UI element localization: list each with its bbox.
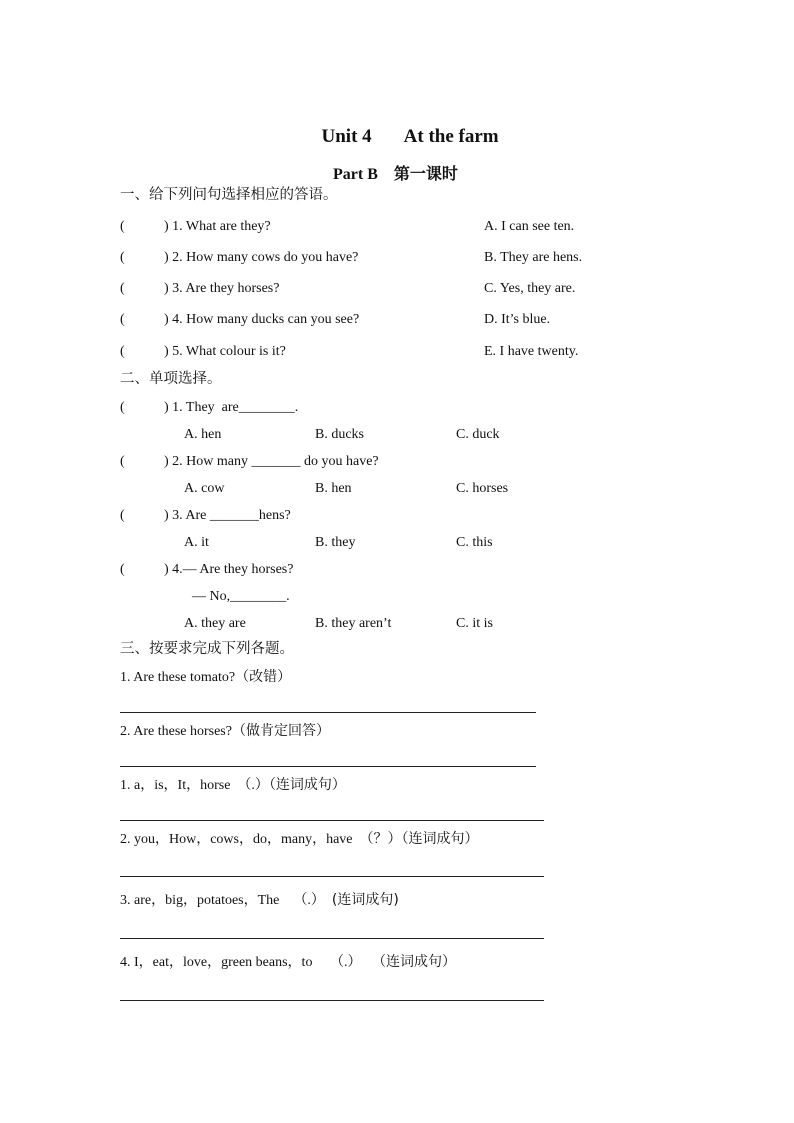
section2-heading: 二、单项选择。 bbox=[120, 371, 222, 387]
choice-option-b: B. they bbox=[315, 535, 356, 550]
task-note: （改错） bbox=[235, 669, 292, 685]
answer-option: A. I can see ten. bbox=[484, 219, 575, 234]
task-note: (连词成句) bbox=[331, 892, 399, 908]
question-text: ) 3. Are they horses? bbox=[164, 281, 280, 296]
answer-line bbox=[120, 1000, 544, 1001]
question-paren: ( bbox=[120, 219, 125, 234]
answer-line bbox=[120, 938, 544, 939]
answer-option: E. I have twenty. bbox=[484, 344, 579, 359]
task-text: 4. I，eat，love，green beans，to （.） bbox=[120, 955, 372, 970]
question-paren: ( bbox=[120, 281, 125, 296]
choice-stem: ) 3. Are _______hens? bbox=[164, 508, 291, 523]
choice-stem: ) 1. They are________. bbox=[164, 400, 299, 415]
question-text: ) 2. How many cows do you have? bbox=[164, 250, 359, 265]
choice-paren: ( bbox=[120, 562, 125, 577]
choice-stem: ) 2. How many _______ do you have? bbox=[164, 454, 379, 469]
answer-line bbox=[120, 876, 544, 877]
answer-line bbox=[120, 766, 536, 767]
question-paren: ( bbox=[120, 250, 125, 265]
choice-option-a: A. they are bbox=[184, 616, 246, 631]
task-prompt bbox=[120, 955, 456, 970]
choice-option-b: B. ducks bbox=[315, 427, 364, 442]
choice-option-c: C. duck bbox=[456, 427, 500, 442]
task-text: 2. you，How，cows，do，many，have （？） bbox=[120, 832, 402, 847]
choice-option-b: B. they aren’t bbox=[315, 616, 392, 631]
answer-option: B. They are hens. bbox=[484, 250, 583, 265]
choice-option-a: A. it bbox=[184, 535, 209, 550]
choice-paren: ( bbox=[120, 454, 125, 469]
choice-option-c: C. it is bbox=[456, 616, 493, 631]
page-title bbox=[312, 108, 499, 146]
task-prompt bbox=[120, 724, 330, 739]
task-text: 3. are，big，potatoes，The （.） bbox=[120, 893, 332, 908]
task-note: （连词成句） bbox=[268, 777, 346, 793]
choice-option-a: A. hen bbox=[184, 427, 222, 442]
question-text: ) 1. What are they? bbox=[164, 219, 271, 234]
answer-option: C. Yes, they are. bbox=[484, 281, 576, 296]
page-subtitle bbox=[325, 150, 458, 183]
task-text: 1. Are these tomato? bbox=[120, 670, 236, 685]
question-text: ) 4. How many ducks can you see? bbox=[164, 312, 360, 327]
choice-option-c: C. this bbox=[456, 535, 493, 550]
task-note: （连词成句） bbox=[401, 831, 479, 847]
unit-number: Unit 4 bbox=[321, 126, 372, 147]
task-prompt bbox=[120, 832, 479, 847]
choice-option-a: A. cow bbox=[184, 481, 225, 496]
unit-name: At the farm bbox=[403, 126, 499, 147]
task-note: （连词成句） bbox=[371, 954, 456, 970]
question-paren: ( bbox=[120, 312, 125, 327]
task-note: （做肯定回答） bbox=[231, 723, 330, 739]
choice-stem-response: — No,________. bbox=[192, 589, 290, 604]
lesson-label: 第一课时 bbox=[393, 164, 458, 183]
question-paren: ( bbox=[120, 344, 125, 359]
section3-heading: 三、按要求完成下列各题。 bbox=[120, 641, 294, 657]
answer-option: D. It’s blue. bbox=[484, 312, 551, 327]
choice-paren: ( bbox=[120, 508, 125, 523]
choice-option-c: C. horses bbox=[456, 481, 509, 496]
choice-paren: ( bbox=[120, 400, 125, 415]
task-prompt bbox=[120, 670, 291, 685]
task-prompt bbox=[120, 893, 399, 908]
section1-heading: 一、给下列问句选择相应的答语。 bbox=[120, 187, 338, 203]
part-label: Part B bbox=[333, 166, 378, 183]
choice-stem: ) 4.— Are they horses? bbox=[164, 562, 294, 577]
choice-option-b: B. hen bbox=[315, 481, 352, 496]
task-text: 2. Are these horses? bbox=[120, 724, 232, 739]
task-prompt bbox=[120, 778, 346, 793]
answer-line bbox=[120, 820, 544, 821]
answer-line bbox=[120, 712, 536, 713]
question-text: ) 5. What colour is it? bbox=[164, 344, 286, 359]
task-text: 1. a，is，It，horse （.） bbox=[120, 778, 269, 793]
